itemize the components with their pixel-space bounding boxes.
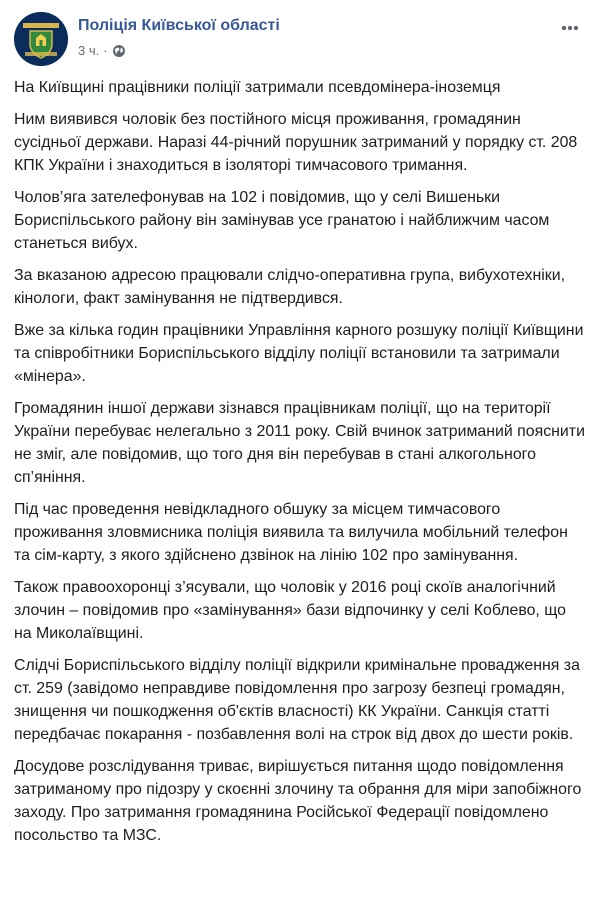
post-paragraph: Ним виявився чоловік без постійного місця проживання, громадянин сусідньої держави. Наразі 44-річний порушник затриманий у порядку ст. 208 КПК України і знаходиться в ізоляторі тимчасового тримання.	[14, 111, 578, 174]
post-headline: На Київщині працівники поліції затримали псевдомінера-іноземця	[14, 79, 501, 96]
post-paragraph: Чолов’яга зателефонував на 102 і повідомив, що у селі Вишеньки Бориспільського району він замінував усе гранатою і найближчим часом станеться вибух.	[14, 189, 550, 252]
post-paragraph: Досудове розслідування триває, вирішується питання щодо повідомлення затриманому про підозру у скоєнні злочину та обрання для міри запобіжного заходу. Про затримання громадянина Російської Федерації повідомлено посольство та МЗС.	[14, 758, 582, 844]
page-avatar[interactable]	[14, 12, 68, 66]
post-paragraph: Громадянин іншої держави зізнався працівникам поліції, що на території України перебуває нелегально з 2011 року. Свій вчинок затриманий пояснити не зміг, але повідомив, що того дня він перебував в стані алкогольного сп’яніння.	[14, 400, 585, 486]
post-paragraph: Слідчі Бориспільського відділу поліції відкрили кримінальне провадження за ст. 259 (завідомо неправдиве повідомлення про загрозу безпеці громадян, знищення чи пошкодження об'єктів власності) КК України. Санкція статті передбачає покарання - позбавлення волі на строк від двох до шести років.	[14, 657, 580, 743]
meta-separator: ·	[103, 43, 108, 58]
post-timestamp[interactable]: 3 ч.	[78, 43, 100, 58]
post-paragraph: За вказаною адресою працювали слідчо-оперативна група, вибухотехніки, кінологи, факт замінування не підтвердився.	[14, 267, 566, 307]
page-name-link[interactable]: Поліція Київської області	[78, 17, 280, 34]
more-options-icon[interactable]	[556, 18, 584, 38]
police-logo-icon	[14, 12, 68, 66]
post-text	[14, 76, 586, 856]
post-paragraph: Під час проведення невідкладного обшуку за місцем тимчасового проживання зловмисника поліція виявила та вилучила мобільний телефон та сім-карту, з якого здійснено дзвінок на лінію 102 про замінування.	[14, 501, 568, 564]
globe-icon[interactable]	[112, 44, 126, 58]
post-paragraph: Також правоохоронці з’ясували, що чоловік у 2016 році скоїв аналогічний злочин – повідомив про «замінування» бази відпочинку у селі Коблево, що на Миколаївщині.	[14, 579, 566, 642]
post-meta	[78, 43, 126, 58]
post-paragraph: Вже за кілька годин працівники Управління карного розшуку поліції Київщини та співробітники Бориспільського відділу поліції встановили та затримали «мінера».	[14, 322, 584, 385]
post-header	[14, 12, 584, 66]
